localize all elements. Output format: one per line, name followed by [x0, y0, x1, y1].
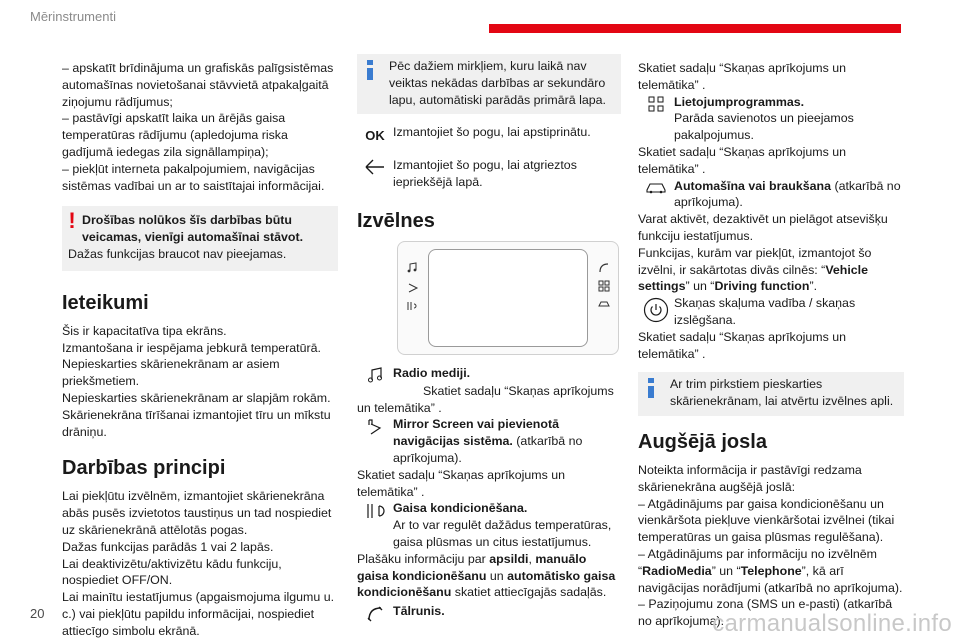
- column-1: [62, 60, 338, 640]
- apps-icon: [638, 94, 674, 112]
- apps-grid-icon: [598, 280, 610, 292]
- ac-sep: ,: [528, 551, 536, 566]
- music-icon: [406, 262, 418, 274]
- ac-text2: [357, 551, 621, 601]
- mirror-screen-icon: [357, 416, 393, 436]
- warning-note: [62, 206, 338, 270]
- apps-text1: Parāda savienotos un pieejamos pakalpojumus.: [674, 111, 854, 143]
- car-text1: Varat aktivēt, dezaktivēt un pielāgot atsevišķu funkciju iestatījumus.: [638, 212, 888, 243]
- warning-heading: Drošības nolūkos šīs darbības būtu veicamas, vienīgi automašīnai stāvot.: [82, 213, 304, 245]
- volume-row: [638, 295, 904, 329]
- list-item: – piekļūt interneta pakalpojumiem, navigācijas sistēmas vadībai un ar to saistītajai informācijai.: [62, 161, 325, 193]
- car-title-line: [674, 178, 904, 212]
- car-title: Automašīna vai braukšana: [674, 178, 832, 193]
- car-text2: [638, 245, 904, 295]
- top-item-2: [638, 546, 904, 596]
- advice-line: Šis ir kapacitatīva tipa ekrāns.: [62, 323, 227, 338]
- mirror-suffix: (atkarībā no aprīkojuma).: [393, 434, 583, 465]
- list-item: – pastāvīgi apskatīt laika un ārējās gaisa temperatūras rādījumu (apledojuma riska gadījumā iedegas zila signāllampiņa);: [62, 111, 288, 159]
- header-accent-bar: [489, 24, 901, 33]
- warning-body: Dažas funkcijas braucot nav pieejamas.: [68, 246, 287, 261]
- handset-icon: [357, 603, 393, 623]
- phone-icon: [598, 262, 610, 274]
- ok-text: Izmantojiet šo pogu, lai apstiprinātu.: [393, 125, 591, 140]
- advice-line: Nepieskarties skārienekrānam ar slapjām rokām.: [62, 390, 331, 405]
- vehicle-settings: Vehicle settings: [638, 262, 869, 294]
- screen-display: [428, 249, 588, 347]
- phone-title: Tālrunis.: [393, 604, 445, 619]
- fan-icon: [406, 300, 418, 312]
- touchscreen-illustration: [397, 241, 619, 355]
- top-2-post: ”, kā arī navigācijas norādījumi (atkarībā no aprīkojuma).: [638, 563, 903, 595]
- phone-text: Skatiet sadaļu “Skaņas aprīkojums un telemātika” .: [638, 61, 846, 92]
- principle-line: Lai deaktivizētu/aktivizētu kādu funkciju, nospiediet OFF/ON.: [62, 556, 282, 588]
- advice-line: Nepieskarties skārienekrānam ar asiem priekšmetiem.: [62, 357, 280, 389]
- car-icon: [638, 178, 674, 194]
- principle-line: Lai mainītu iestatījumus (apgaismojuma ilgumu u. c.) vai piekļūtu papildu informācijai, nospiediet attiecīgo simbolu ekrānā.: [62, 590, 335, 638]
- ac-row: [357, 500, 621, 550]
- car-suffix: (atkarībā no aprīkojuma).: [674, 178, 901, 210]
- top-2-mid: ” un “: [711, 563, 741, 578]
- radio-row: [357, 365, 621, 383]
- volume-text: Skaņas skaļuma vadība / skaņas izslēgšana.: [674, 296, 856, 327]
- ac-text1: Ar to var regulēt dažādus temperatūras, gaisa plūsmas un citus iestatījumus.: [393, 518, 612, 549]
- ok-icon: OK: [365, 128, 385, 144]
- ac-text2-pre: Plašāku informāciju par: [357, 551, 490, 566]
- mirror-icon: [407, 282, 419, 294]
- radio-text: Skatiet sadaļu “Skaņas aprīkojums un telemātika” .: [357, 383, 614, 415]
- ac-mid: un: [486, 568, 508, 583]
- advice-line: Skārienekrāna tīrīšanai izmantojiet tīru un mīkstu drāniņu.: [62, 407, 331, 439]
- air-conditioning-icon: [357, 500, 393, 520]
- advice-line: Izmantošana ir iespējama jebkurā temperatūrā.: [62, 340, 321, 355]
- top-item-1: – Atgādinājums par gaisa kondicionēšanu un vienkāršota piekļuve vienkāršotai izvēlnei (tikai temperatūras un gaisa plūsmas regulēšana).: [638, 496, 895, 545]
- info-note: [357, 54, 621, 114]
- info-icon: [648, 378, 654, 398]
- mirror-title-line: [393, 416, 621, 466]
- back-arrow-icon: [357, 157, 393, 175]
- apps-text2: Skatiet sadaļu “Skaņas aprīkojums un telemātika” .: [638, 144, 846, 176]
- car-row: [638, 178, 904, 212]
- exclamation-icon: !: [68, 208, 76, 234]
- principle-line: Lai piekļūtu izvēlnēm, izmantojiet skārienekrāna abās pusēs izvietotos taustiņus un tad nospiediet uz skārienekrānā attēlotās pogas.: [62, 489, 332, 537]
- info-icon: [367, 60, 373, 80]
- volume-text2: Skatiet sadaļu “Skaņas aprīkojums un telemātika” .: [638, 329, 846, 361]
- column-2: [357, 54, 621, 623]
- heading-principles: Darbības principi: [62, 457, 226, 480]
- apps-row: [638, 94, 904, 144]
- heading-top-bar: Augšējā josla: [638, 430, 767, 453]
- top-2-pre: – Atgādinājums par informāciju no izvēlnēm “: [638, 546, 877, 578]
- info-note-fingers: [638, 372, 904, 416]
- principle-line: Dažas funkcijas parādās 1 vai 2 lapās.: [62, 539, 274, 554]
- back-row: [357, 157, 621, 191]
- column-3: [638, 60, 904, 630]
- apps-title: Lietojumprogrammas.: [674, 94, 805, 109]
- page-number: 20: [30, 606, 45, 621]
- list-item: – apskatīt brīdinājuma un grafiskās palīgsistēmas automašīnas novietošanai stāvvietā atpakaļgaitā ziņojumu rādījumus;: [62, 61, 334, 109]
- info-note-text: Ar trim pirkstiem pieskarties skārienekrānam, lai atvērtu izvēlnes apli.: [670, 377, 894, 409]
- ok-row: [357, 124, 621, 145]
- ac-heating: apsildi: [489, 551, 529, 566]
- mirror-title: Mirror Screen vai pievienotā navigācijas sistēma.: [393, 417, 559, 449]
- car-mid: ” un “: [685, 279, 715, 294]
- ac-auto: automātisko gaisa kondicionēšanu: [357, 568, 616, 600]
- car-text2-pre: Funkcijas, kurām var piekļūt, izmantojot šo izvēlni, ir sakārtotas divās cilnēs: “: [638, 245, 872, 277]
- running-header: Mērinstrumenti: [30, 9, 116, 24]
- radio-title: Radio mediji.: [393, 365, 471, 380]
- top-intro: Noteikta informācija ir pastāvīgi redzama skārienekrāna augšējā joslā:: [638, 462, 862, 494]
- driving-function: Driving function: [714, 279, 810, 294]
- ac-title: Gaisa kondicionēšana.: [393, 501, 528, 516]
- ac-post: skatiet attiecīgajās sadaļās.: [451, 585, 607, 600]
- telephone: Telephone: [740, 563, 802, 578]
- mirror-row: [357, 416, 621, 466]
- radiomedia: RadioMedia: [642, 563, 712, 578]
- heading-menus: Izvēlnes: [357, 209, 435, 232]
- music-note-icon: [357, 365, 393, 383]
- car-icon: [598, 298, 610, 310]
- car-post: ”.: [809, 279, 818, 294]
- phone-row: [357, 603, 621, 623]
- heading-advice: Ieteikumi: [62, 291, 149, 314]
- watermark: carmanualsonline.info: [712, 610, 952, 637]
- back-text: Izmantojiet šo pogu, lai atgrieztos iepriekšējā lapā.: [393, 158, 577, 189]
- ac-manual: manuālo gaisa kondicionēšanu: [357, 551, 587, 583]
- info-note-text: Pēc dažiem mirkļiem, kuru laikā nav veiktas nekādas darbības ar sekundāro lapu, automātiski parādās primārā lapa.: [389, 59, 606, 107]
- mirror-text: Skatiet sadaļu “Skaņas aprīkojums un telemātika” .: [357, 467, 565, 499]
- top-item-3: – Paziņojumu zona (SMS un e-pasti) (atkarībā no aprīkojuma).: [638, 597, 893, 629]
- power-knob-icon: [638, 295, 674, 323]
